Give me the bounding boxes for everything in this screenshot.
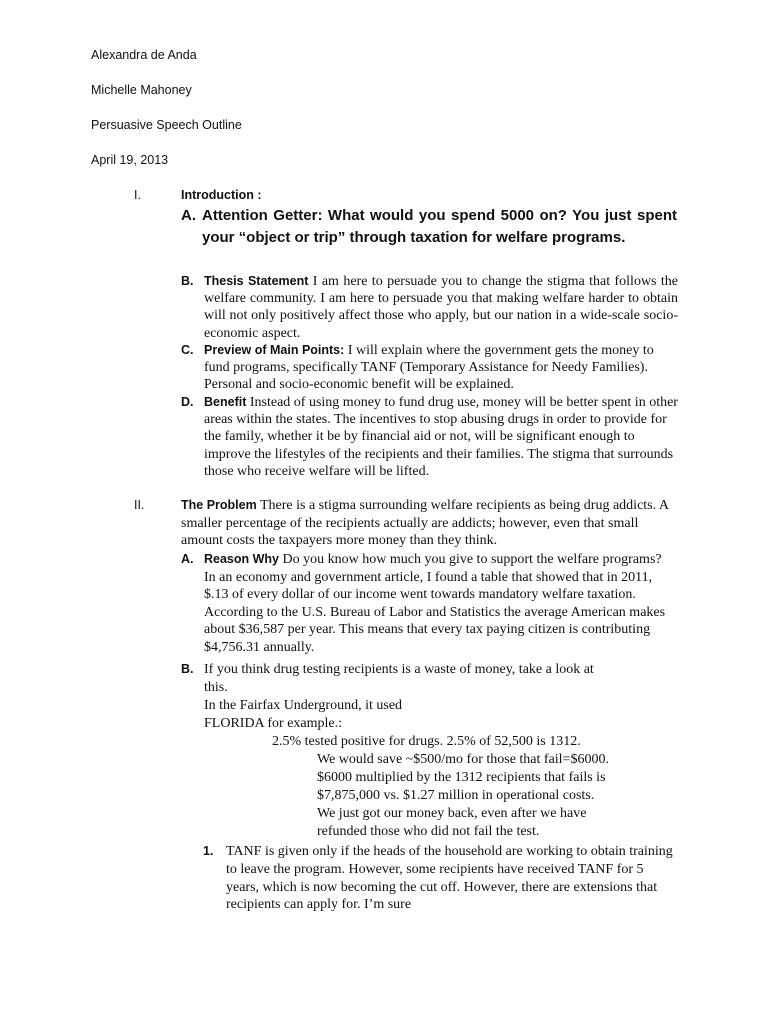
author-name-1: Alexandra de Anda — [91, 48, 197, 62]
preview-text: I will explain where the government gets the money to fund programs, specifically TANF (Temporary Assistance for Needy Families). Personal and socio-economic benefit will be explained. — [204, 343, 654, 393]
item-label-2b: B. — [181, 662, 194, 676]
item-label-b: B. — [181, 274, 194, 288]
drug-testing-line-1: If you think drug testing recipients is a waste of money, take a look at — [204, 662, 594, 677]
reason-why-text: Do you know how much you give to support the welfare programs? In an economy and government article, I found a table that showed that in 2011, $.13 of every dollar of our income went towards mandatory welfare taxation. According to the U.S. Bureau of Labor and Statistics the average American makes about $36,587 per year. This means that every tax paying citizen is contributing $4,756.31 annually. — [204, 552, 666, 655]
benefit-heading: Benefit — [204, 395, 247, 409]
drug-testing-line-7: $6000 multiplied by the 1312 recipients that fails is — [317, 770, 606, 785]
benefit-paragraph — [204, 394, 678, 480]
drug-testing-line-9: We just got our money back, even after we have — [317, 806, 587, 821]
drug-testing-line-10: refunded those who did not fail the test. — [317, 824, 540, 839]
item-label-2b1: 1. — [203, 844, 214, 858]
document-type: Persuasive Speech Outline — [91, 118, 242, 132]
problem-paragraph — [181, 497, 678, 550]
drug-testing-line-2: this. — [204, 680, 228, 695]
drug-testing-line-6: We would save ~$500/mo for those that fail=$6000. — [317, 752, 609, 767]
section-title-introduction: Introduction : — [181, 188, 262, 202]
document-date: April 19, 2013 — [91, 153, 169, 167]
drug-testing-line-5: 2.5% tested positive for drugs. 2.5% of 52,500 is 1312. — [272, 734, 581, 749]
drug-testing-line-8: $7,875,000 vs. $1.27 million in operational costs. — [317, 788, 595, 803]
item-label-c: C. — [181, 343, 194, 357]
drug-testing-line-4: FLORIDA for example.: — [204, 716, 343, 731]
thesis-heading: Thesis Statement — [204, 274, 309, 288]
section-numeral-1: I. — [134, 188, 141, 202]
thesis-statement — [204, 273, 678, 342]
benefit-text: Instead of using money to fund drug use, money will be better spent in other areas within the states. The incentives to stop abusing drugs in order to provide for the family, whether it be by financial aid or not, will be significant enough to improve the lifestyles of the recipients and their families. The stigma that surrounds those who receive welfare will be lifted. — [204, 395, 678, 479]
reason-why-paragraph — [204, 551, 676, 656]
thesis-text: I am here to persuade you to change the stigma that follows the welfare community. I am here to persuade you that making welfare harder to obtain will not only positively affect those who apply, but our nation in a wide-scale socio-economic aspect. — [204, 274, 679, 341]
reason-why-heading: Reason Why — [204, 552, 280, 566]
problem-heading: The Problem — [181, 498, 257, 512]
preview-main-points — [204, 342, 678, 394]
drug-testing-line-3: In the Fairfax Underground, it used — [204, 698, 403, 713]
problem-text: There is a stigma surrounding welfare recipients as being drug addicts. A smaller percentage of the recipients actually are addicts; however, even that small amount costs the taxpayers more money than they think. — [181, 498, 669, 548]
item-label-2a: A. — [181, 552, 194, 566]
author-name-2: Michelle Mahoney — [91, 83, 192, 97]
item-label-d: D. — [181, 395, 194, 409]
preview-heading: Preview of Main Points: — [204, 343, 345, 357]
attention-getter: Attention Getter: What would you spend 5000 on? You just spent your “object or trip” through taxation for welfare programs. — [202, 207, 677, 246]
tanf-paragraph: TANF is given only if the heads of the household are working to obtain training to leave the program. However, some recipients have received TANF for 5 years, which is now becoming the cut off. However, there are extensions that recipients can apply for. I’m sure — [226, 844, 673, 913]
item-label-a: A. — [181, 207, 196, 224]
section-numeral-2: II. — [134, 498, 145, 512]
